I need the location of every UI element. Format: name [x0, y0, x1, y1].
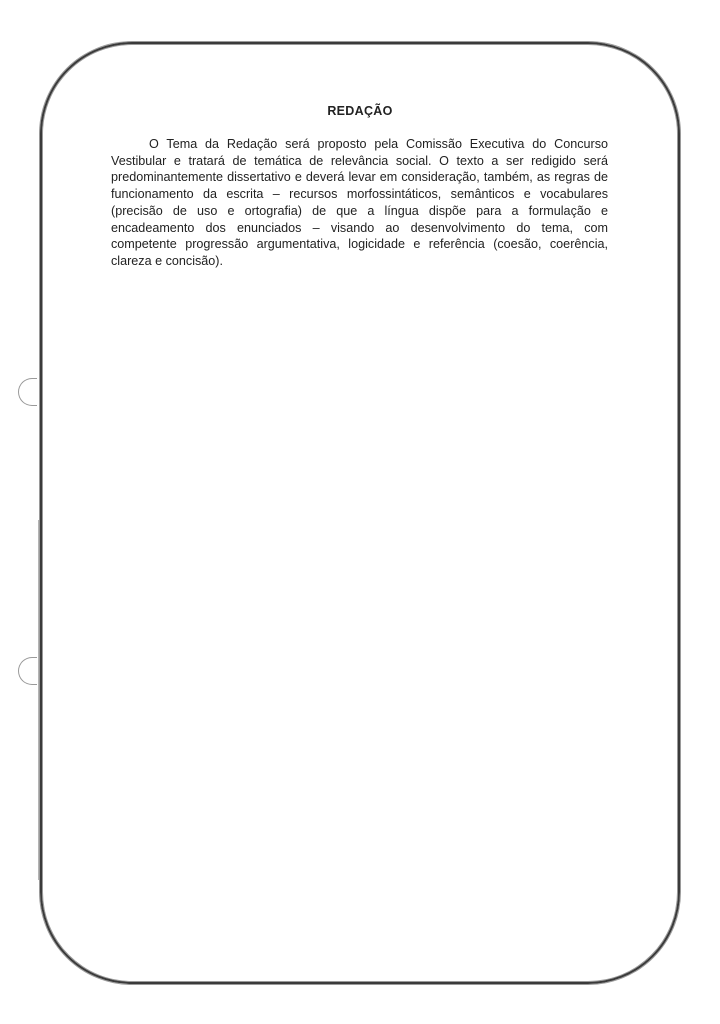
punch-hole-bottom: [18, 657, 37, 685]
page-title: REDAÇÃO: [327, 104, 393, 118]
body-paragraph: O Tema da Redação será proposto pela Comissão Executiva do Concurso Vestibular e tratará de temática de relevância social. O texto a ser redigido será predominantemente dissertativo e deverá levar em consideração, também, as regras de funcionamento da escrita – recursos morfossintáticos, semânticos e vocabulares (precisão de uso e ortografia) de que a língua dispõe para a formulação e encadeamento dos enunciados – visando ao desenvolvimento do tema, com competente progressão argumentativa, logicidade e referência (coesão, coerência, clareza e concisão).: [111, 137, 608, 268]
punch-hole-top: [18, 378, 37, 406]
